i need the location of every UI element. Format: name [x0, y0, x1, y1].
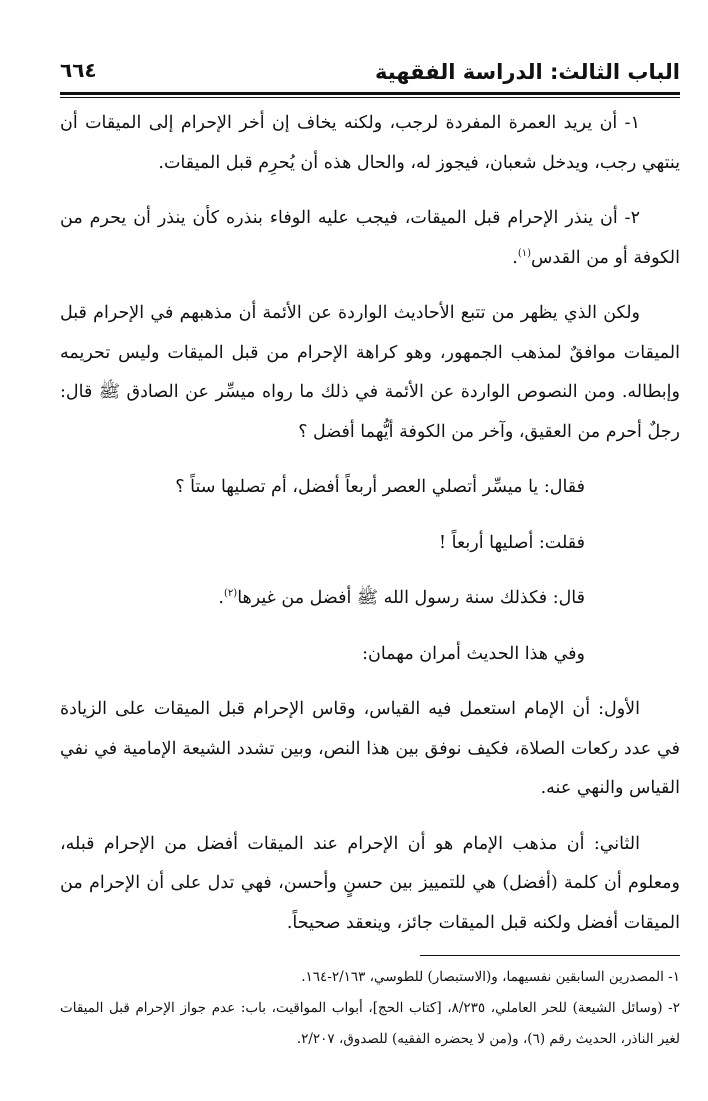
footnote-separator	[420, 955, 680, 956]
paragraph-point-2: ٢- أن ينذر الإحرام قبل الميقات، فيجب عليه الوفاء بنذره كأن ينذر أن يحرم من الكوفة أو من القدس$^{(١)}$.	[60, 208, 680, 268]
dialog-line-3-text: قال: فكذلك سنة رسول الله ﷺ أفضل من غيرها	[237, 588, 585, 608]
footnotes	[60, 962, 680, 1055]
header-rule-thin	[60, 97, 680, 98]
paragraph-point-1: ١- أن يريد العمرة المفردة لرجب، ولكنه يخاف إن أخر الإحرام إلى الميقات أن ينتهي رجب، ويدخل شعبان، فيجوز له، والحال هذه أن يُحرِم قبل الميقات.	[60, 113, 680, 173]
paragraph-two-matters: وفي هذا الحديث أمران مهمان:	[362, 643, 585, 664]
dialog-line-3: قال: فكذلك سنة رسول الله ﷺ أفضل من غيرها$^{(٢)}$.	[218, 588, 585, 608]
paragraph-second-matter: الثاني: أن مذهب الإمام هو أن الإحرام عند الميقات أفضل من الإحرام قبله، ومعلوم أن كلمة (أفضل) هي للتمييز بين حسنٍ وأحسن، فهي تدل على أن الإحرام من الميقات أفضل ولكنه قبل الميقات جائز، وينعقد صحيحاً.	[60, 833, 680, 933]
main-text	[60, 104, 680, 943]
dialog-line-1: فقال: يا ميسِّر أتصلي العصر أربعاً أفضل، أم تصليها ستاً ؟	[175, 477, 585, 497]
header-rule-thick	[60, 92, 680, 95]
paragraph-point-2-text: ٢- أن ينذر الإحرام قبل الميقات، فيجب عليه الوفاء بنذره كأن ينذر أن يحرم من الكوفة أو من القدس	[60, 208, 680, 268]
paragraph-first-matter: الأول: أن الإمام استعمل فيه القياس، وقاس الإحرام قبل الميقات على الزيادة في عدد ركعات الصلاة، فكيف نوفق بين هذا النص، وبين تشدد الشيعة الإمامية في نفي القياس والنهي عنه.	[60, 699, 680, 798]
footnote-2: ٢- (وسائل الشيعة) للحر العاملي، ٨/٢٣٥، [كتاب الحج]، أبواب المواقيت، باب: عدم جواز الإحرام قبل الميقات لغير الناذر، الحديث رقم (٦)، و(من لا يحضره الفقيه) للصدوق، ٢/٢٠٧.	[60, 1000, 680, 1047]
dialog-line-2: فقلت: أصليها أربعاً !	[439, 532, 585, 553]
chapter-title: الباب الثالث: الدراسة الفقهية	[374, 60, 680, 84]
page-header	[60, 56, 680, 94]
paragraph-hadith-intro: ولكن الذي يظهر من تتبع الأحاديث الواردة عن الأئمة أن مذهبهم في الإحرام قبل الميقات موافقٌ لمذهب الجمهور، وهو كراهة الإحرام من قبل الميقات وليس تحريمه وإبطاله. ومن النصوص الواردة عن الأئمة في ذلك ما رواه ميسِّر عن الصادق ﷺ قال: رجلٌ أحرم من العقيق، وآخر من الكوفة أيُّهما أفضل ؟	[60, 303, 680, 442]
footnote-1: ١- المصدرين السابقين نفسيهما، و(الاستبصار) للطوسي، ٢/١٦٣-١٦٤.	[301, 969, 680, 985]
footnote-marker-1: (١)	[517, 247, 532, 259]
page-number: ٦٦٤	[60, 58, 97, 82]
footnote-marker-2: (٢)	[224, 588, 238, 600]
